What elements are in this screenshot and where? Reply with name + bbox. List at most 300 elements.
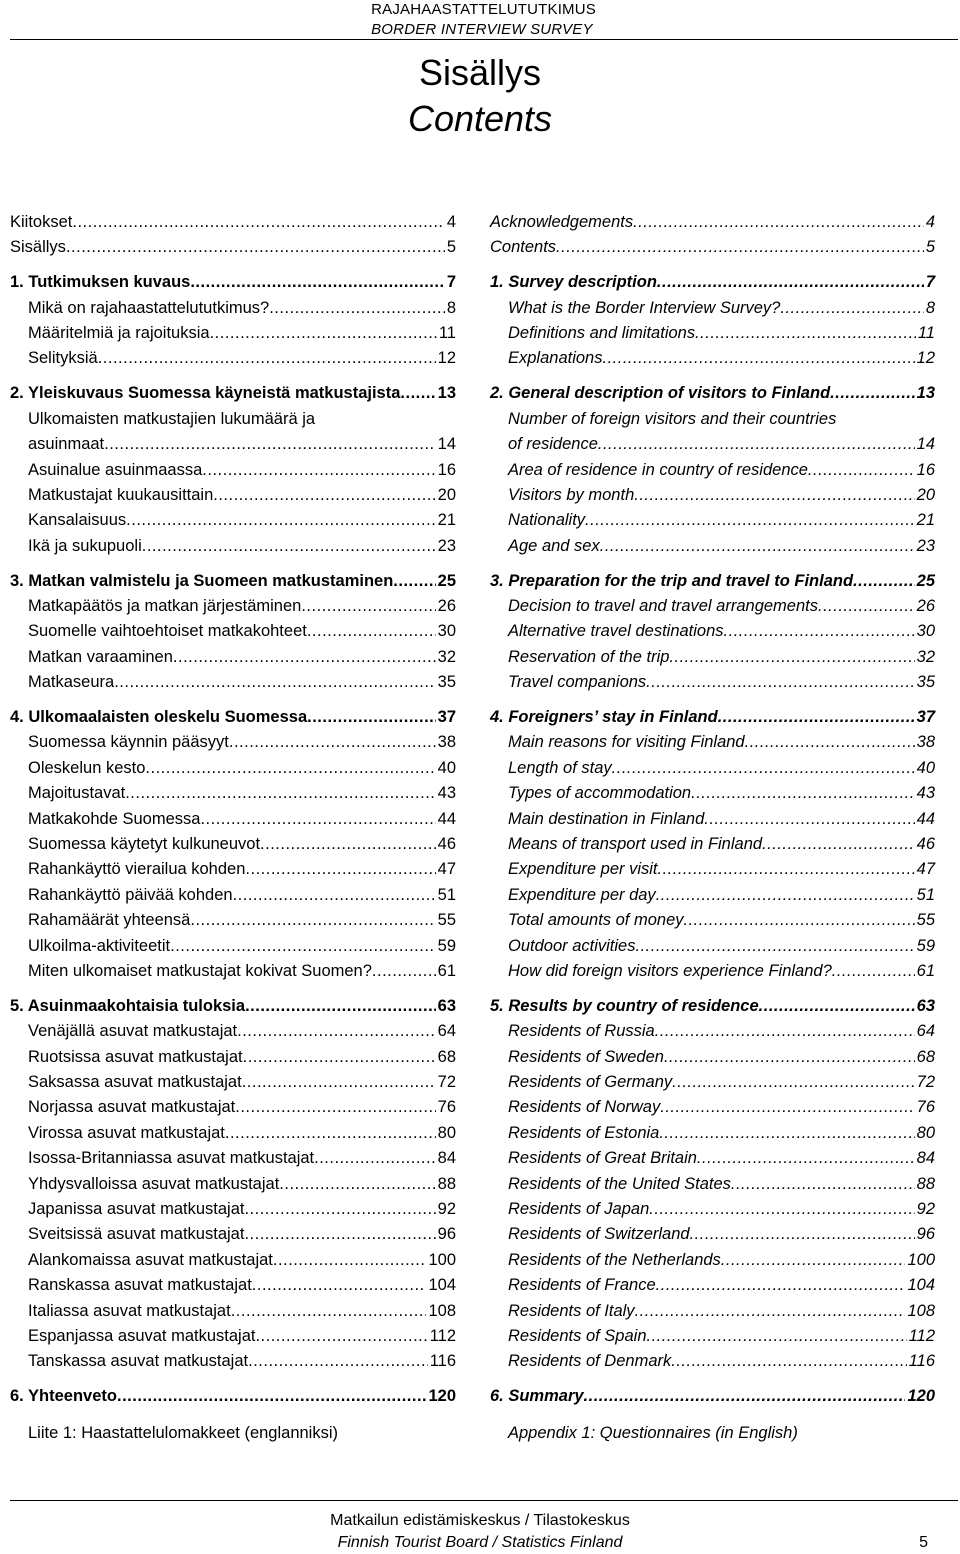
toc-leader-dots (634, 483, 914, 508)
toc-entry-label: Number of foreign visitors and their countries (508, 409, 837, 428)
toc-leader-dots (173, 645, 436, 670)
toc-leader-dots (190, 908, 435, 933)
toc-entry[interactable] (490, 483, 935, 508)
toc-section (10, 381, 456, 559)
toc-entry-label: Suomessa käynnin pääsyyt (28, 733, 229, 752)
toc-entry[interactable] (490, 670, 935, 695)
toc-leader-dots (671, 1349, 906, 1374)
toc-entry-label: Ikä ja sukupuoli (28, 536, 142, 555)
header-rule (10, 39, 958, 40)
toc-entry-label: Main destination in Finland (508, 809, 705, 828)
toc-entry-label: Suomelle vaihtoehtoiset matkakohteet (28, 622, 307, 641)
toc-page-number: 32 (916, 647, 935, 666)
toc-entry[interactable] (490, 1146, 935, 1171)
toc-entry-label: 3. Preparation for the trip and travel to Finland (490, 571, 854, 590)
toc-leader-dots (656, 1273, 906, 1298)
toc-entry-label: Residents of Norway (508, 1098, 661, 1117)
toc-page-number: 44 (437, 809, 456, 828)
toc-entry[interactable] (10, 534, 456, 559)
toc-page-number: 100 (907, 1250, 935, 1269)
toc-leader-dots (279, 1172, 435, 1197)
toc-leader-dots (229, 730, 436, 755)
toc-heading[interactable] (490, 569, 935, 594)
toc-section (490, 381, 935, 559)
toc-entry[interactable] (490, 857, 935, 882)
toc-section (10, 1384, 456, 1409)
toc-page-number: 116 (908, 1352, 935, 1371)
toc-entry[interactable] (490, 1222, 935, 1247)
toc-entry-label: Virossa asuvat matkustajat (28, 1123, 225, 1142)
toc-leader-dots (672, 1070, 914, 1095)
toc-entry-label: Matkustajat kuukausittain (28, 485, 214, 504)
toc-leader-dots (658, 857, 915, 882)
toc-page-number: 92 (437, 1199, 456, 1218)
toc-page-number: 44 (916, 809, 935, 828)
toc-entry[interactable] (10, 645, 456, 670)
toc-entry-label: Reservation of the trip (508, 647, 670, 666)
toc-entry[interactable] (490, 619, 935, 644)
toc-entry-label: Travel companions (508, 673, 647, 692)
toc-entry[interactable] (10, 883, 456, 908)
toc-entry[interactable] (10, 1095, 456, 1120)
toc-leader-dots (556, 235, 924, 260)
toc-leader-dots (301, 594, 435, 619)
toc-entry-label: Sisällys (10, 238, 66, 257)
toc-leader-dots (718, 705, 915, 730)
toc-page-number: 8 (446, 298, 456, 317)
toc-entry-label: 5. Results by country of residence (490, 996, 759, 1015)
toc-entry-label: Sveitsissä asuvat matkustajat (28, 1225, 245, 1244)
toc-entry-label: Total amounts of money (508, 911, 684, 930)
toc-page-number: 30 (437, 622, 456, 641)
toc-page-number: 96 (916, 1225, 935, 1244)
toc-section (10, 994, 456, 1375)
toc-page-number: 11 (438, 324, 456, 343)
toc-english (490, 210, 935, 1446)
toc-page-number: 5 (446, 238, 456, 257)
toc-page-number: 4 (925, 213, 935, 231)
toc-entry[interactable] (490, 1324, 935, 1349)
toc-entry-label: 2. Yleiskuvaus Suomessa käyneistä matkustajista (10, 384, 401, 403)
toc-page-number: 72 (916, 1073, 935, 1091)
toc-page-number: 116 (429, 1352, 456, 1371)
toc-entry[interactable] (490, 210, 935, 235)
toc-entry-label: Ruotsissa asuvat matkustajat (28, 1047, 243, 1066)
toc-page-number: 40 (916, 758, 935, 777)
toc-entry[interactable] (490, 1019, 935, 1044)
toc-entry-label: of residence (508, 435, 598, 454)
toc-entry-label: Saksassa asuvat matkustajat (28, 1073, 242, 1091)
toc-entry[interactable] (10, 1146, 456, 1171)
toc-entry[interactable] (10, 1299, 456, 1324)
toc-entry[interactable] (490, 1121, 935, 1146)
toc-page-number: 46 (916, 834, 935, 853)
toc-page-number: 12 (437, 349, 456, 368)
toc-entry-label: Residents of Great Britain (508, 1149, 697, 1168)
toc-page-number: 35 (437, 673, 456, 692)
toc-section (490, 994, 935, 1375)
toc-entry[interactable] (10, 756, 456, 781)
toc-section (10, 569, 456, 696)
toc-entry-label: Rahamäärät yhteensä (28, 911, 191, 930)
toc-page-number: 13 (916, 384, 935, 403)
toc-leader-dots (635, 934, 914, 959)
toc-leader-dots (649, 1197, 914, 1222)
toc-entry-label: Residents of Italy (508, 1301, 635, 1320)
toc-entry[interactable] (490, 908, 935, 933)
toc-leader-dots (260, 832, 436, 857)
header-title-en: BORDER INTERVIEW SURVEY (371, 21, 593, 38)
toc-page-number: 46 (437, 834, 456, 853)
toc-page-number: 84 (437, 1149, 456, 1168)
toc-leader-dots (244, 1222, 435, 1247)
toc-page-number: 63 (916, 996, 935, 1015)
toc-heading[interactable] (10, 1384, 456, 1409)
toc-page-number: 84 (916, 1149, 935, 1168)
toc-entry[interactable] (10, 781, 456, 806)
toc-page-number: 100 (428, 1250, 456, 1269)
toc-entry[interactable] (490, 1095, 935, 1120)
toc-entry-label: Length of stay (508, 758, 612, 777)
toc-heading[interactable] (490, 381, 935, 406)
toc-page-number: 61 (916, 961, 935, 980)
toc-page-number: 32 (437, 647, 456, 666)
toc-entry[interactable] (490, 1349, 935, 1374)
toc-leader-dots (233, 883, 436, 908)
toc-leader-dots (210, 321, 437, 346)
toc-entry-label: Types of accommodation (508, 784, 692, 803)
toc-leader-dots (657, 270, 924, 295)
toc-entry[interactable] (490, 235, 935, 260)
toc-entry[interactable] (10, 959, 456, 984)
toc-heading[interactable] (490, 270, 935, 295)
toc-entry-label: Kiitokset (10, 213, 73, 231)
toc-entry-label: Contents (490, 238, 557, 257)
toc-section (10, 705, 456, 984)
toc-entry-label: Matkan varaaminen (28, 647, 173, 666)
toc-entry[interactable] (490, 458, 935, 483)
toc-entry-label: Residents of Germany (508, 1073, 673, 1091)
toc-heading[interactable] (490, 705, 935, 730)
toc-page-number: 16 (437, 460, 456, 479)
toc-entry[interactable] (10, 1121, 456, 1146)
toc-entry-label: 6. Summary (490, 1387, 584, 1406)
toc-entry-label: Explanations (508, 349, 603, 368)
toc-page-number: 8 (925, 298, 935, 317)
toc-leader-dots (145, 756, 435, 781)
toc-leader-dots (602, 346, 914, 371)
toc-entry[interactable] (10, 670, 456, 695)
toc-page-number: 61 (437, 961, 456, 980)
toc-entry-label: Ulkoilma-aktiviteetit (28, 936, 171, 955)
toc-entry[interactable] (490, 296, 935, 321)
toc-entry[interactable] (10, 807, 456, 832)
toc-page-number: 92 (916, 1199, 935, 1218)
toc-page-number: 47 (437, 860, 456, 879)
toc-entry[interactable] (10, 1197, 456, 1222)
toc-entry[interactable] (490, 832, 935, 857)
toc-page-number: 51 (437, 885, 456, 904)
toc-page-number: 4 (446, 213, 456, 231)
toc-entry[interactable] (490, 730, 935, 755)
toc-leader-dots (170, 934, 436, 959)
footer-publisher-fi: Matkailun edistämiskeskus / Tilastokeskus (330, 1512, 630, 1529)
toc-leader-dots (656, 883, 915, 908)
toc-entry-label: Decision to travel and travel arrangements (508, 596, 818, 615)
toc-page-number: 88 (437, 1174, 456, 1193)
toc-page-number: 88 (916, 1174, 935, 1193)
toc-entry[interactable] (10, 508, 456, 533)
toc-leader-dots (314, 1146, 436, 1171)
toc-entry[interactable] (10, 730, 456, 755)
toc-entry[interactable] (490, 346, 935, 371)
toc-page-number: 72 (437, 1073, 456, 1091)
toc-entry-label: Yhdysvalloissa asuvat matkustajat (28, 1174, 280, 1193)
toc-entry[interactable] (490, 756, 935, 781)
toc-page-number: 47 (916, 860, 935, 879)
toc-entry-label: Residents of the Netherlands (508, 1250, 721, 1269)
toc-page-number: 112 (908, 1326, 935, 1345)
toc-leader-dots (818, 594, 915, 619)
toc-entry-label: Residents of Japan (508, 1199, 650, 1218)
toc-leader-dots (126, 508, 435, 533)
toc-leader-dots (762, 832, 915, 857)
toc-entry[interactable] (490, 321, 935, 346)
toc-page-number: 7 (446, 273, 456, 292)
toc-entry[interactable] (490, 432, 935, 457)
toc-entry[interactable] (10, 934, 456, 959)
toc-leader-dots (780, 296, 923, 321)
toc-entry-label: 5. Asuinmaakohtaisia tuloksia (10, 996, 246, 1015)
toc-page-number: 7 (925, 273, 935, 292)
toc-entry[interactable] (10, 346, 456, 371)
toc-entry[interactable] (10, 296, 456, 321)
toc-leader-dots (255, 1324, 427, 1349)
toc-leader-dots (704, 807, 914, 832)
toc-leader-dots (200, 807, 435, 832)
toc-page-number: 25 (916, 571, 935, 590)
toc-entry-label: Alternative travel destinations (508, 622, 724, 641)
toc-entry-label: Venäjällä asuvat matkustajat (28, 1022, 238, 1041)
toc-leader-dots (98, 346, 436, 371)
toc-leader-dots (660, 1095, 914, 1120)
toc-page-number: 25 (437, 571, 456, 590)
toc-entry[interactable] (490, 508, 935, 533)
toc-entry-label: Age and sex (508, 536, 600, 555)
toc-page-number: 40 (437, 758, 456, 777)
toc-entry-label: Matkakohde Suomessa (28, 809, 201, 828)
toc-leader-dots (213, 483, 435, 508)
toc-page-number: 112 (429, 1326, 456, 1345)
toc-leader-dots (721, 1248, 906, 1273)
toc-page-number: 68 (916, 1047, 935, 1066)
toc-page-number: 120 (428, 1387, 456, 1406)
toc-entry[interactable] (10, 1019, 456, 1044)
toc-entry-label: Main reasons for visiting Finland (508, 733, 745, 752)
toc-entry-label: Visitors by month (508, 485, 635, 504)
toc-entry-label: Italiassa asuvat matkustajat (28, 1301, 231, 1320)
running-header (371, 0, 596, 40)
toc-entry[interactable] (10, 432, 456, 457)
toc-entry-label: Kansalaisuus (28, 511, 127, 530)
toc-heading[interactable] (10, 270, 456, 295)
toc-entry[interactable] (490, 807, 935, 832)
toc-entry-label: Selityksiä (28, 349, 98, 368)
toc-entry[interactable] (10, 458, 456, 483)
toc-leader-dots (724, 619, 915, 644)
toc-leader-dots (808, 458, 915, 483)
toc-leader-dots (245, 994, 436, 1019)
toc-entry-label: 3. Matkan valmistelu ja Suomeen matkustaminen (10, 571, 394, 590)
toc-page-number: 37 (437, 708, 456, 727)
toc-leader-dots (190, 270, 444, 295)
toc-heading[interactable] (490, 1384, 935, 1409)
toc-entry[interactable] (10, 1222, 456, 1247)
toc-leader-dots (269, 296, 445, 321)
toc-page-number: 80 (437, 1123, 456, 1142)
toc-entry[interactable] (490, 645, 935, 670)
toc-leader-dots (600, 534, 915, 559)
toc-leader-dots (244, 1197, 435, 1222)
toc-entry-label: Tanskassa asuvat matkustajat (28, 1352, 249, 1371)
toc-entry-label: Majoitustavat (28, 784, 126, 803)
toc-entry[interactable] (10, 1070, 456, 1095)
toc-entry-label: Ranskassa asuvat matkustajat (28, 1276, 252, 1295)
toc-entry[interactable] (10, 1324, 456, 1349)
toc-entry[interactable] (10, 1045, 456, 1070)
toc-entry[interactable] (490, 594, 935, 619)
toc-leader-dots (633, 210, 924, 235)
toc-entry-label: Acknowledgements (490, 213, 634, 231)
toc-entry[interactable] (490, 781, 935, 806)
toc-page-number: 108 (907, 1301, 935, 1320)
toc-leader-dots (125, 781, 435, 806)
toc-entry-label: Espanjassa asuvat matkustajat (28, 1326, 256, 1345)
toc-section (10, 270, 456, 372)
toc-leader-dots (655, 1019, 915, 1044)
toc-entry[interactable] (490, 934, 935, 959)
toc-page-number: 23 (916, 536, 935, 555)
toc-entry[interactable] (10, 908, 456, 933)
toc-entry-label: Residents of the United States (508, 1174, 731, 1193)
toc-entry[interactable] (490, 959, 935, 984)
toc-page-number: 38 (437, 733, 456, 752)
toc-section (490, 210, 935, 261)
toc-entry[interactable] (490, 883, 935, 908)
toc-page-number: 26 (437, 596, 456, 615)
toc-entry[interactable] (490, 1273, 935, 1298)
toc-page-number: 51 (916, 885, 935, 904)
toc-entry[interactable] (490, 1197, 935, 1222)
appendix-entry[interactable]: Liite 1: Haastattelulomakkeet (englanniksi) (28, 1423, 338, 1442)
toc-heading[interactable] (10, 381, 456, 406)
toc-entry-label: Area of residence in country of residence (508, 460, 808, 479)
toc-section (490, 270, 935, 372)
page-title: Sisällys (418, 52, 542, 93)
toc-leader-dots (393, 569, 435, 594)
appendix-entry[interactable]: Appendix 1: Questionnaires (in English) (508, 1423, 798, 1442)
toc-leader-dots (659, 1121, 914, 1146)
toc-entry-label: Mikä on rajahaastattelututkimus? (28, 298, 270, 317)
toc-entry[interactable] (490, 407, 935, 432)
toc-leader-dots (372, 959, 436, 984)
toc-entry[interactable] (490, 1070, 935, 1095)
toc-entry[interactable] (10, 407, 456, 432)
toc-page-number: 20 (437, 485, 456, 504)
toc-entry-label: Rahankäyttö päivää kohden (28, 885, 233, 904)
toc-leader-dots (231, 1299, 427, 1324)
toc-entry[interactable] (10, 1248, 456, 1273)
toc-entry-label: Alankomaissa asuvat matkustajat (28, 1250, 273, 1269)
footer (0, 1510, 960, 1554)
toc-leader-dots (635, 1299, 906, 1324)
toc-entry[interactable] (10, 483, 456, 508)
toc-page-number: 68 (437, 1047, 456, 1066)
toc-entry-label: Expenditure per day (508, 885, 656, 904)
toc-page-number: 96 (437, 1225, 456, 1244)
toc-leader-dots (647, 1324, 907, 1349)
toc-page-number: 23 (437, 536, 456, 555)
toc-heading[interactable] (490, 994, 935, 1019)
toc-entry[interactable] (490, 1248, 935, 1273)
toc-leader-dots (252, 1273, 427, 1298)
toc-heading[interactable] (10, 569, 456, 594)
toc-page-number: 63 (437, 996, 456, 1015)
toc-page-number: 21 (437, 511, 456, 530)
toc-entry[interactable] (490, 1299, 935, 1324)
toc-leader-dots (832, 959, 915, 984)
toc-page-number: 30 (916, 622, 935, 641)
toc-entry[interactable] (10, 235, 456, 260)
toc-entry[interactable] (10, 619, 456, 644)
toc-leader-dots (72, 210, 444, 235)
toc-leader-dots (695, 321, 916, 346)
toc-heading[interactable] (10, 705, 456, 730)
toc-page-number: 55 (437, 911, 456, 930)
toc-entry[interactable] (10, 1349, 456, 1374)
toc-entry-label: Ulkomaisten matkustajien lukumäärä ja (28, 409, 316, 428)
toc-entry-label: Norjassa asuvat matkustajat (28, 1098, 236, 1117)
toc-leader-dots (598, 432, 915, 457)
page-subtitle: Contents (407, 98, 553, 139)
toc-page-number: 20 (916, 485, 935, 504)
footer-rule (10, 1500, 958, 1501)
toc-entry[interactable] (10, 1172, 456, 1197)
toc-page-number: 38 (916, 733, 935, 752)
toc-entry[interactable] (10, 857, 456, 882)
toc-leader-dots (248, 1349, 428, 1374)
toc-entry[interactable] (10, 594, 456, 619)
toc-entry[interactable] (490, 534, 935, 559)
toc-leader-dots (759, 994, 915, 1019)
toc-entry[interactable] (490, 1045, 935, 1070)
toc-entry-label: 2. General description of visitors to Finland (490, 384, 831, 403)
toc-entry-label: 6. Yhteenveto (10, 1387, 117, 1406)
toc-leader-dots (697, 1146, 915, 1171)
toc-leader-dots (400, 381, 435, 406)
toc-leader-dots (225, 1121, 436, 1146)
toc-leader-dots (237, 1019, 436, 1044)
toc-leader-dots (853, 569, 915, 594)
toc-heading[interactable] (10, 994, 456, 1019)
toc-entry[interactable] (10, 1273, 456, 1298)
toc-entry-label: Means of transport used in Finland (508, 834, 763, 853)
toc-leader-dots (202, 458, 435, 483)
toc-entry[interactable] (10, 321, 456, 346)
toc-entry[interactable] (10, 832, 456, 857)
toc-entry[interactable] (490, 1172, 935, 1197)
toc-entry[interactable] (10, 210, 456, 235)
